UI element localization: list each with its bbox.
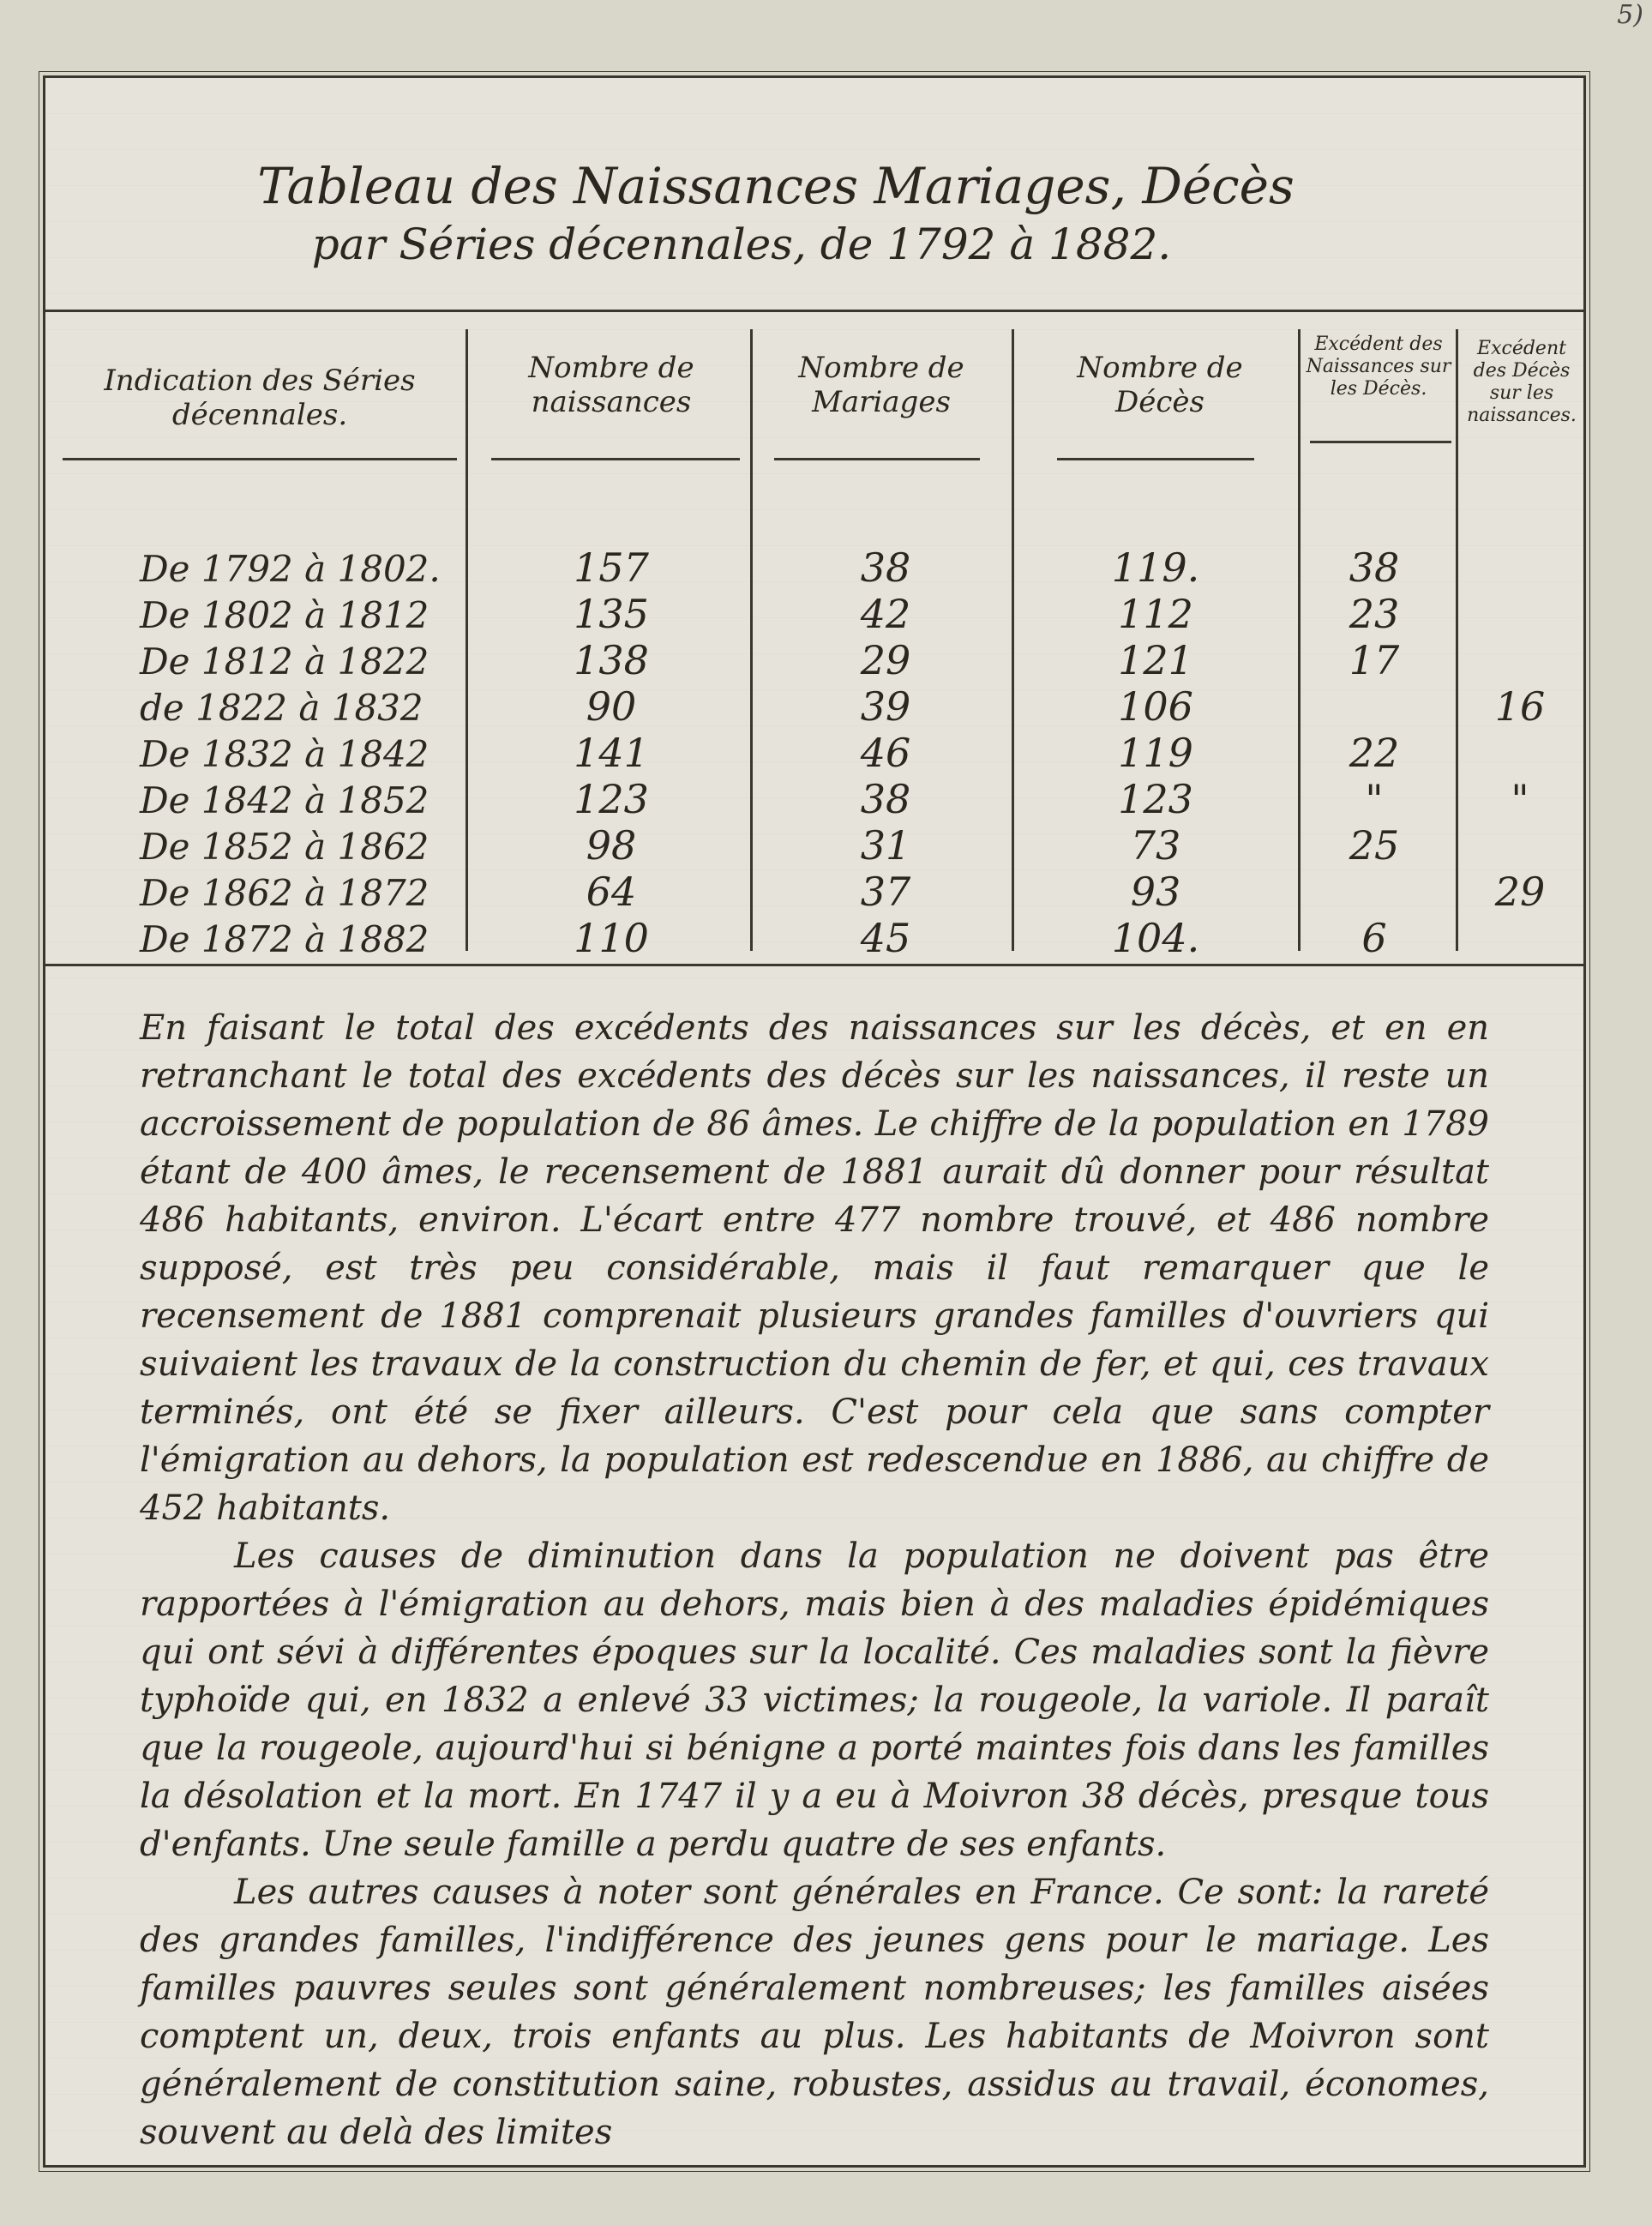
cell-deces: 73 — [1130, 822, 1181, 869]
row-period: De 1812 à 1822 — [140, 640, 430, 683]
cell-naissances: 98 — [586, 822, 637, 869]
cell-deces: 104. — [1111, 915, 1200, 961]
narrative-text — [140, 1004, 1489, 2156]
row-period: De 1802 à 1812 — [140, 594, 430, 636]
page-number: 5) — [1617, 0, 1643, 30]
cell-mariages: 46 — [860, 730, 911, 776]
cell-mariages: 29 — [860, 637, 911, 683]
header-deaths: Nombre de Décès — [1031, 351, 1289, 419]
title-block — [45, 155, 1583, 272]
cell-naissances: 141 — [574, 730, 649, 776]
cell-exc-deces: 16 — [1494, 683, 1546, 730]
header-excess-deaths: Excédent des Décès sur les naissances. — [1467, 338, 1577, 426]
cell-deces: 112 — [1118, 591, 1193, 637]
cell-mariages: 45 — [860, 915, 911, 961]
cell-mariages: 37 — [860, 869, 911, 915]
cell-deces: 123 — [1118, 776, 1193, 822]
column-divider — [1298, 329, 1301, 951]
cell-mariages: 39 — [860, 683, 911, 730]
cell-exc-naiss: 17 — [1349, 637, 1400, 683]
row-period: de 1822 à 1832 — [140, 687, 424, 729]
cell-mariages: 42 — [860, 591, 911, 637]
cell-exc-deces: 29 — [1494, 869, 1546, 915]
column-divider — [466, 329, 468, 951]
cell-exc-deces: " — [1511, 776, 1529, 822]
cell-deces: 119 — [1118, 730, 1193, 776]
cell-exc-naiss: 22 — [1349, 730, 1400, 776]
cell-mariages: 38 — [860, 544, 911, 591]
column-divider — [1456, 329, 1458, 951]
row-period: De 1852 à 1862 — [140, 826, 430, 868]
row-period: De 1862 à 1872 — [140, 872, 430, 914]
cell-deces: 121 — [1118, 637, 1193, 683]
cell-naissances: 64 — [586, 869, 637, 915]
cell-exc-naiss: 25 — [1349, 822, 1400, 869]
header-marriages: Nombre de Mariages — [766, 351, 997, 419]
column-divider — [750, 329, 753, 951]
document-sheet — [43, 75, 1586, 2168]
row-period: De 1872 à 1882 — [140, 918, 430, 960]
row-period: De 1792 à 1802. — [140, 548, 441, 590]
cell-naissances: 90 — [586, 683, 637, 730]
cell-deces: 119. — [1111, 544, 1200, 591]
cell-exc-naiss: 6 — [1361, 915, 1387, 961]
row-period: De 1842 à 1852 — [140, 779, 430, 821]
paragraph: Les autres causes à noter sont générales en France. Ce sont: la rareté des grandes familles, l'indifférence des jeunes gens pour le mariage. Les familles pauvres seules sont généralement nombreuses; les familles aisées comptent un, deux, trois enfants au plus. Les habitants de Moivron sont généralement de constitution saine, robustes, assidus au travail, économes, souvent au delà des limites — [140, 1873, 1489, 2152]
cell-naissances: 135 — [574, 591, 649, 637]
column-divider — [1012, 329, 1014, 951]
cell-deces: 93 — [1130, 869, 1181, 915]
header-period: Indication des Séries décennales. — [63, 364, 457, 432]
page-subtitle: par Séries décennales, de 1792 à 1882. — [311, 219, 1172, 269]
cell-mariages: 31 — [860, 822, 911, 869]
cell-exc-naiss: 38 — [1349, 544, 1400, 591]
cell-exc-naiss: 23 — [1349, 591, 1400, 637]
page-title: Tableau des Naissances Mariages, Décès — [257, 157, 1295, 215]
header-excess-births: Excédent des Naissances sur les Décès. — [1306, 334, 1451, 400]
cell-naissances: 138 — [574, 637, 649, 683]
paragraph: En faisant le total des excédents des naissances sur les décès, et en en retranchant le total des excédents des décès sur les naissances, il reste un accroissement de population de 86 âmes. Le chiffre de la population en 1789 étant de 400 âmes, le recensement de 1881 aurait dû donner pour résultat 486 habitants, environ. L'écart entre 477 nombre trouvé, et 486 nombre supposé, est très peu considérable, mais il faut remarquer que le recensement de 1881 comprenait plusieurs grandes familles d'ouvriers qui suivaient les travaux de la construction du chemin de fer, et qui, ces travaux terminés, ont été se fixer ailleurs. C'est pour cela que sans compter l'émigration au dehors, la population est redescendue en 1886, au chiffre de 452 habitants. — [140, 1008, 1489, 1528]
cell-naissances: 157 — [574, 544, 649, 591]
statistics-table — [45, 310, 1583, 966]
paragraph: Les causes de diminution dans la population ne doivent pas être rapportées à l'émigration au dehors, mais bien à des maladies épidémiques qui ont sévi à différentes époques sur la localité. Ces maladies sont la fièvre typhoïde qui, en 1832 a enlevé 33 victimes; la rougeole, la variole. Il paraît que la rougeole, aujourd'hui si bénigne a porté maintes fois dans les familles la désolation et la mort. En 1747 il y a eu à Moivron 38 décès, presque tous d'enfants. Une seule famille a perdu quatre de ses enfants. — [140, 1536, 1489, 1864]
header-births: Nombre de naissances — [483, 351, 740, 419]
cell-mariages: 38 — [860, 776, 911, 822]
cell-naissances: 123 — [574, 776, 649, 822]
cell-deces: 106 — [1118, 683, 1193, 730]
cell-exc-naiss: " — [1365, 776, 1384, 822]
row-period: De 1832 à 1842 — [140, 733, 430, 775]
cell-naissances: 110 — [574, 915, 649, 961]
